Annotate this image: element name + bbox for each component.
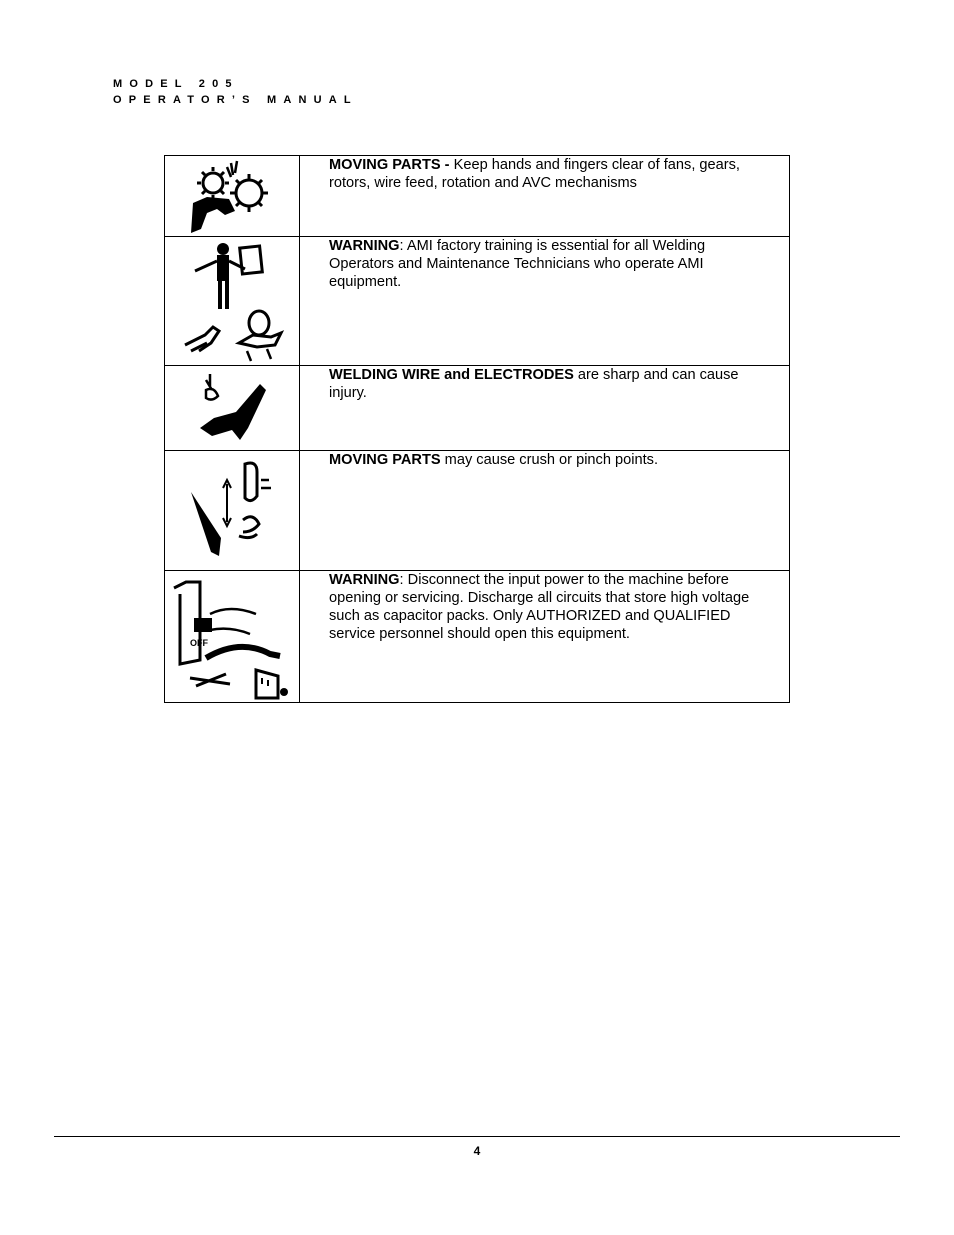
hazard-description: : Disconnect the input power to the machine before opening or servicing. Discharge all circuits that store high voltage such as capacitor packs. Only AUTHORIZED and QUALIFIED service personnel should open this equipment. xyxy=(329,572,750,642)
text-cell xyxy=(300,156,790,237)
hazard-description: may cause crush or pinch points. xyxy=(440,452,659,468)
hazard-table xyxy=(164,155,790,703)
text-cell xyxy=(300,237,790,366)
moving-parts-gears-icon xyxy=(187,157,277,235)
icon-cell xyxy=(165,156,300,237)
table-row xyxy=(165,237,790,366)
hazard-title: WARNING xyxy=(329,238,400,254)
text-cell xyxy=(300,451,790,571)
hazard-description: : AMI factory training is essential for all Welding Operators and Maintenance Technicians who operate AMI equipment. xyxy=(329,238,706,290)
hazard-title: MOVING PARTS - xyxy=(329,157,450,173)
table-row xyxy=(165,366,790,451)
icon-cell xyxy=(165,237,300,366)
text-cell xyxy=(300,366,790,451)
table-row xyxy=(165,451,790,571)
document-header xyxy=(113,76,358,108)
hazard-title: WARNING xyxy=(329,572,400,588)
disconnect-power-icon xyxy=(170,574,294,700)
svg-text:OFF: OFF xyxy=(190,637,208,648)
hazard-title: MOVING PARTS xyxy=(329,452,441,468)
text-cell xyxy=(300,571,790,703)
hazard-description: are sharp and can cause injury. xyxy=(329,367,739,401)
header-manual-title: OPERATOR’S MANUAL xyxy=(113,94,358,106)
pinch-point-hand-icon xyxy=(187,456,277,566)
hazard-description: Keep hands and fingers clear of fans, gears, rotors, wire feed, rotation and AVC mechanisms xyxy=(329,157,740,191)
sharp-wire-hand-icon xyxy=(192,370,272,446)
header-model: MODEL 205 xyxy=(113,78,239,90)
training-instructor-icon xyxy=(177,239,287,363)
footer-divider xyxy=(54,1136,900,1137)
icon-cell xyxy=(165,571,300,703)
page-number: 4 xyxy=(473,1144,481,1158)
icon-cell xyxy=(165,451,300,571)
table-row xyxy=(165,571,790,703)
icon-cell xyxy=(165,366,300,451)
table-row xyxy=(165,156,790,237)
hazard-title: WELDING WIRE and ELECTRODES xyxy=(329,367,574,383)
